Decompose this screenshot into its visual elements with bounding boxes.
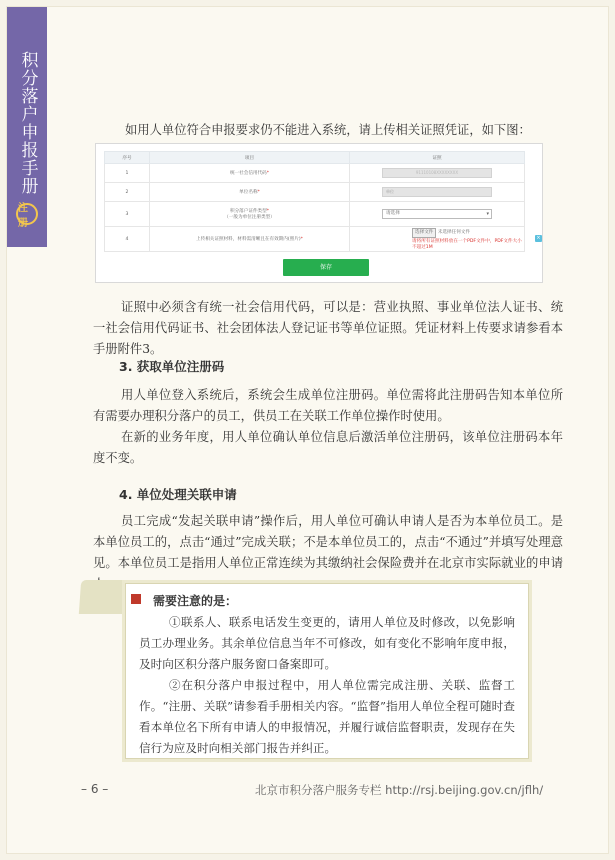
table-row bbox=[105, 164, 525, 183]
intro-text: 如用人单位符合申报要求仍不能进入系统，请上传相关证照凭证，如下图： bbox=[125, 123, 531, 137]
footer-site: 北京市积分落户服务专栏 http://rsj.beijing.gov.cn/jflh/ bbox=[255, 783, 544, 797]
row-label: 单位名称* bbox=[150, 183, 350, 202]
row-label: 统一社会信用代码* bbox=[150, 164, 350, 183]
cert-type-select[interactable]: 请选择 ▾ bbox=[382, 209, 492, 219]
paragraph-register-code-year: 在新的业务年度，用人单位确认单位信息后激活单位注册码，该单位注册码本年度不变。 bbox=[93, 430, 563, 465]
row-num: 1 bbox=[105, 164, 150, 183]
paragraph-certificates: 证照中必须含有统一社会信用代码，可以是：营业执照、事业单位法人证书、统一社会信用代码证书、社会团体法人登记证书等单位证照。凭证材料上传要求请参看本手册附件3。 bbox=[93, 300, 563, 356]
company-name-input[interactable]: 单位 bbox=[382, 187, 492, 197]
note-item-1: ①联系人、联系电话发生变更的，请用人单位及时修改，以免影响员工办理业务。其余单位信息当年不可修改，如有变化不影响年度申报，及时向区积分落户服务窗口备案即可。 bbox=[139, 615, 515, 671]
row-num: 3 bbox=[105, 202, 150, 227]
document-page bbox=[6, 6, 609, 854]
file-placeholder: 未选择任何文件 bbox=[437, 230, 471, 235]
credential-table bbox=[104, 151, 541, 252]
section-heading-3: 3. 获取单位注册码 bbox=[119, 359, 225, 374]
chapter-side-tab bbox=[7, 7, 47, 247]
table-row bbox=[105, 202, 525, 227]
page-number: – 6 – bbox=[81, 782, 109, 796]
side-tab-title: 积分落户申报手册 bbox=[17, 51, 38, 195]
choose-file-button[interactable]: 选择文件 bbox=[412, 228, 436, 238]
row-num: 2 bbox=[105, 183, 150, 202]
system-screenshot bbox=[95, 143, 543, 283]
col-header-num: 序号 bbox=[105, 152, 150, 164]
table-row bbox=[105, 183, 525, 202]
credit-code-input[interactable]: 91110108XXXXXXXX bbox=[382, 168, 492, 178]
upload-note: 请将所有证照材料放在一个PDF文件中，PDF文件大小不超过1M bbox=[412, 239, 522, 250]
paragraph-register-code: 用人单位登入系统后，系统会生成单位注册码。单位需将此注册码告知本单位所有需要办理积分落户的员工，供员工在关联工作单位操作时使用。 bbox=[93, 388, 563, 423]
delete-icon[interactable]: × bbox=[536, 235, 541, 241]
row-num: 4 bbox=[105, 227, 150, 252]
note-item-2: ②在积分落户申报过程中，用人单位需完成注册、关联、监督工作。“注册、关联”请参看手册相关内容。“监督”指用人单位全程可随时查看本单位名下所有申请人的申报情况，并履行诚信监督职责，发现存在失信行为应及时向相关部门报告并纠正。 bbox=[139, 678, 515, 755]
row-label: 积分落户证件类型* （一般为单位注册类型） bbox=[150, 202, 350, 227]
col-header-item: 项目 bbox=[150, 152, 350, 164]
save-button[interactable]: 保存 bbox=[283, 259, 369, 276]
note-bullet-square bbox=[131, 594, 141, 604]
paragraph-association: 员工完成“发起关联申请”操作后，用人单位可确认申请人是否为本单位员工。是本单位员工的，点击“通过”完成关联；不是本单位员工的，点击“不通过”并填写处理意见。本单位员工是指用人单位正常连续为其缴纳社会保险费并在北京市实际就业的申请 bbox=[93, 514, 563, 570]
side-tab-badge: 注册 bbox=[16, 203, 38, 225]
note-title: 需要注意的是： bbox=[153, 594, 238, 608]
col-header-cert: 证照 bbox=[350, 152, 525, 164]
section-heading-4: 4. 单位处理关联申请 bbox=[119, 487, 237, 502]
table-row bbox=[105, 227, 525, 252]
row-label: 上传相关证照材料，材料需清晰且在有效期内(照片)* bbox=[150, 227, 350, 252]
